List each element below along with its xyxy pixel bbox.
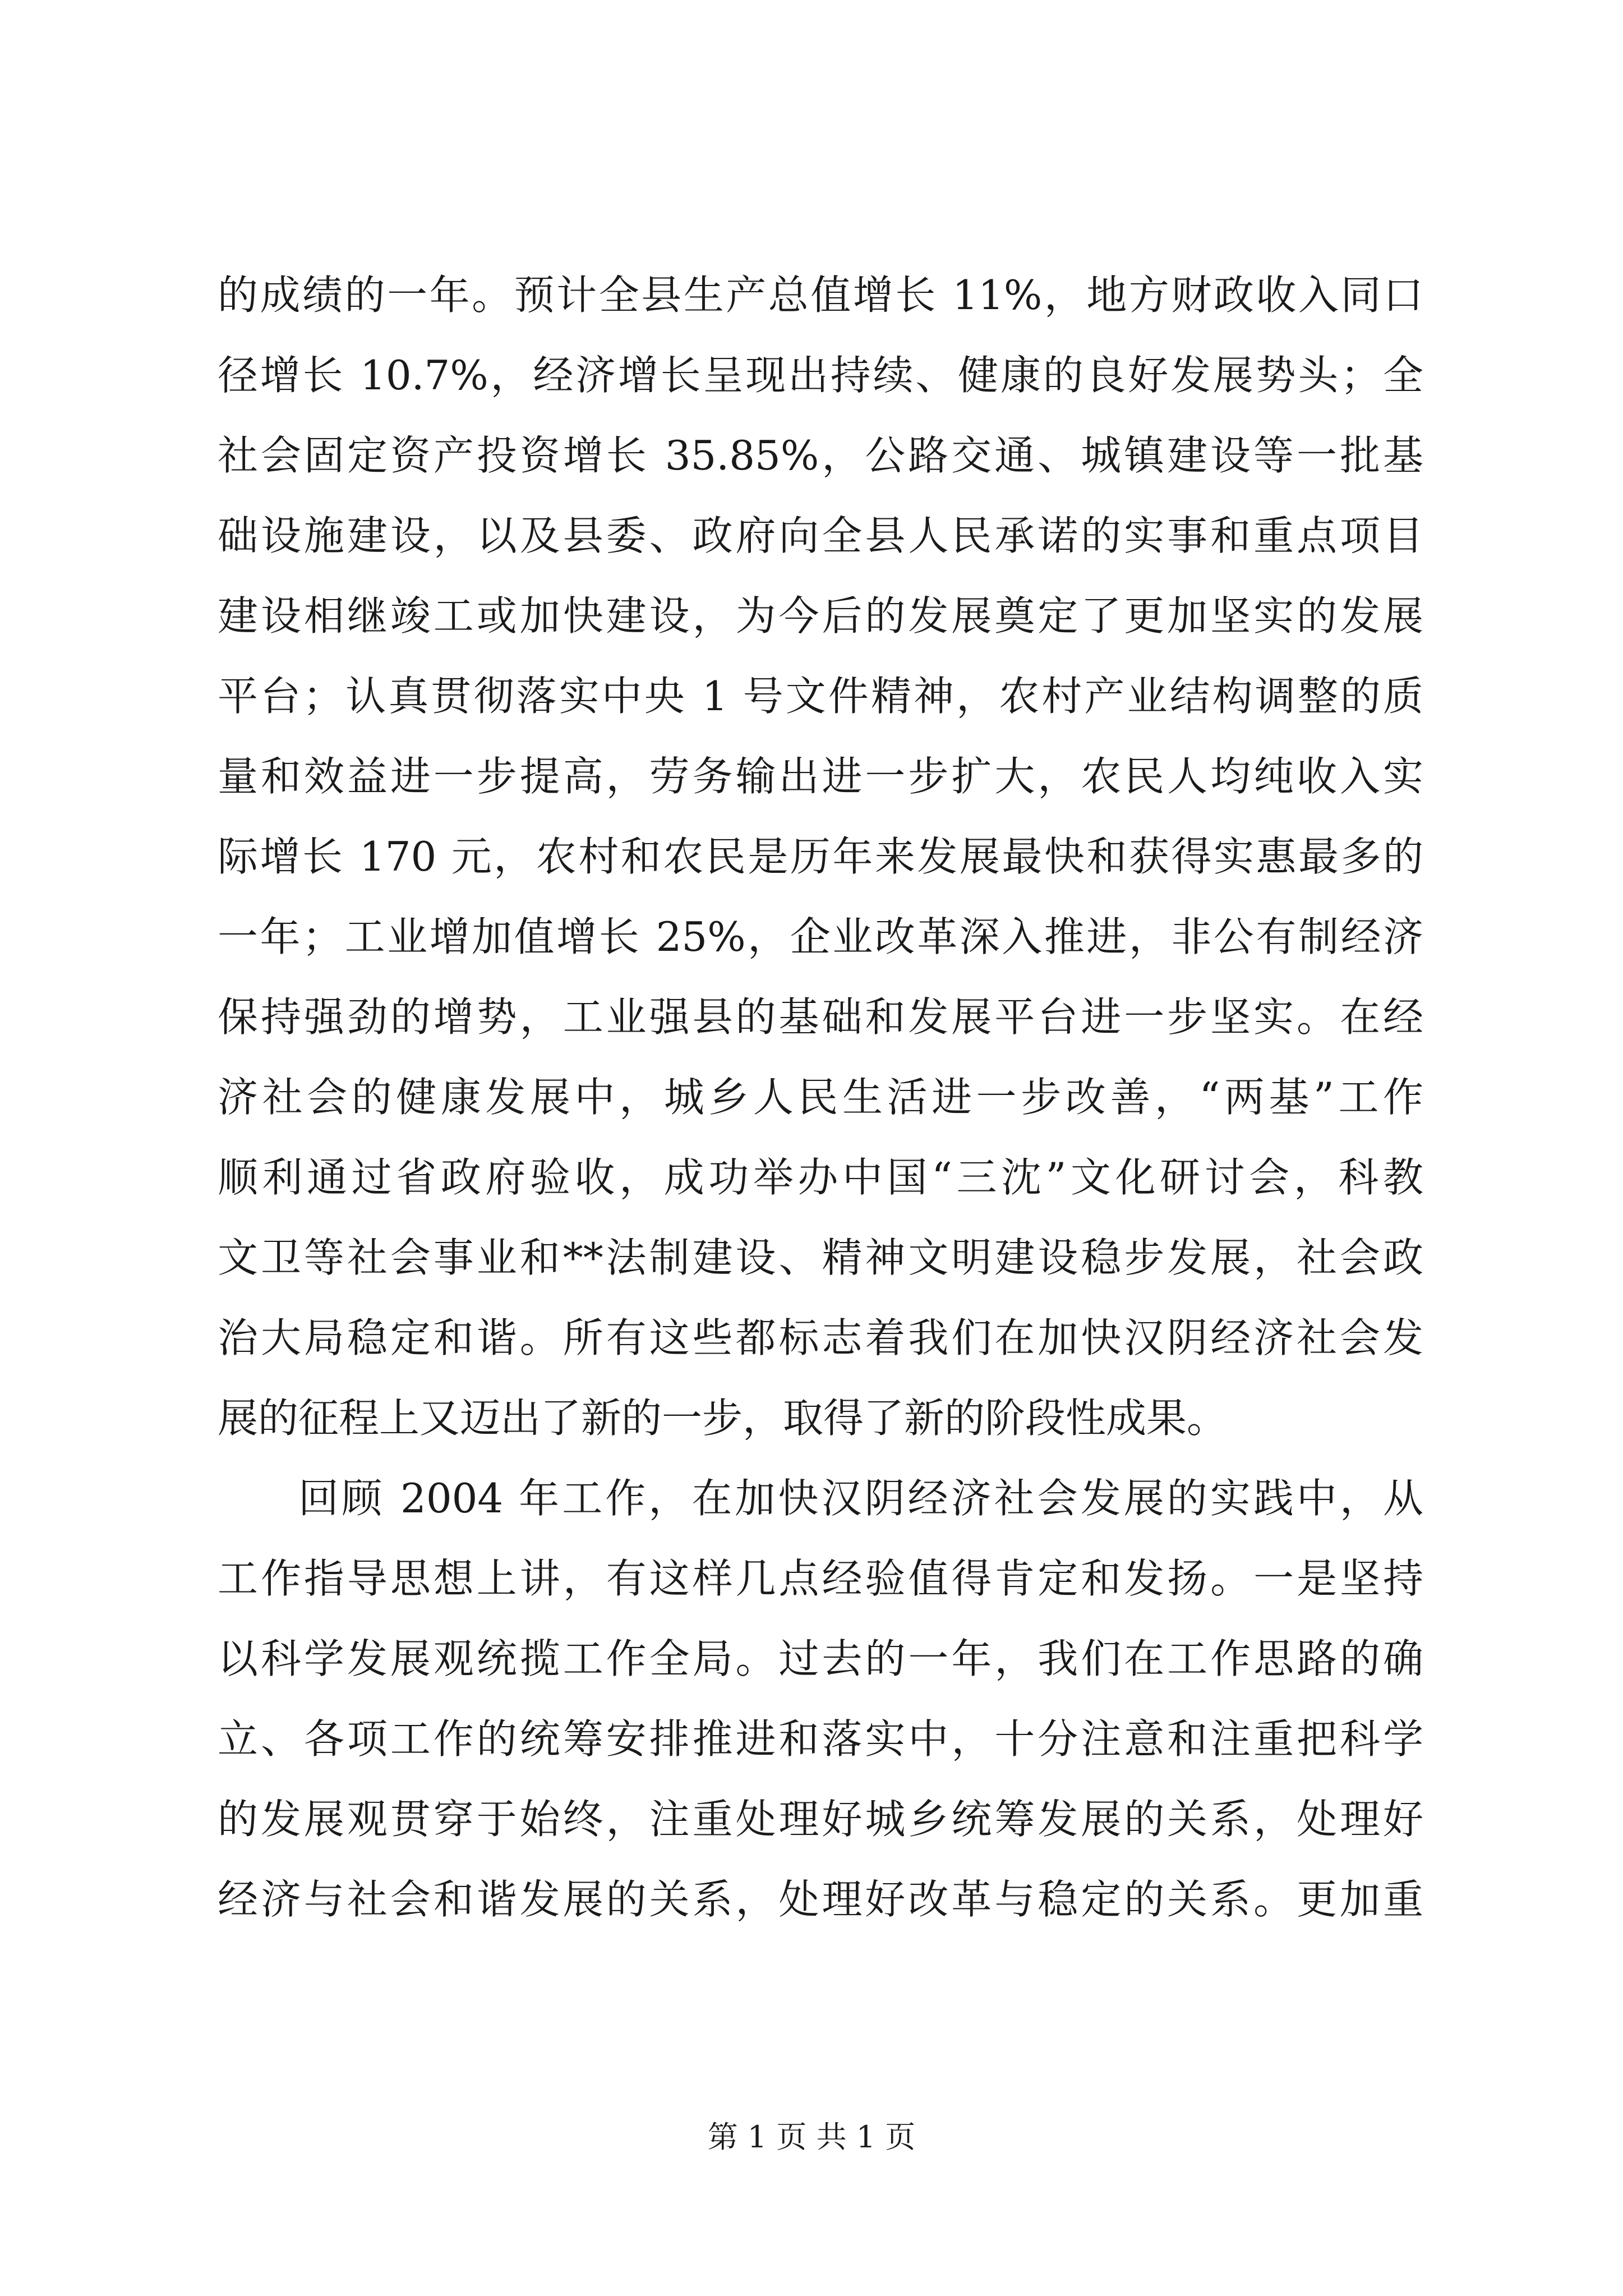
body-line: 济社会的健康发展中，城乡人民生活进一步改善，“两基”工作 (218, 1074, 1423, 1121)
body-line: 的发展观贯穿于始终，注重处理好城乡统筹发展的关系，处理好 (218, 1796, 1423, 1843)
body-line: 经济与社会和谐发展的关系，处理好改革与稳定的关系。更加重 (218, 1876, 1423, 1923)
body-line: 础设施建设，以及县委、政府向全县人民承诺的实事和重点项目 (218, 512, 1423, 559)
document-body (218, 255, 1423, 1940)
body-line: 平台；认真贯彻落实中央 1 号文件精神，农村产业结构调整的质 (218, 673, 1423, 720)
body-line: 文卫等社会事业和**法制建设、精神文明建设稳步发展，社会政 (218, 1234, 1423, 1281)
body-line: 量和效益进一步提高，劳务输出进一步扩大，农民人均纯收入实 (218, 753, 1423, 800)
page-number-label: 第 1 页 共 1 页 (707, 2119, 916, 2155)
body-line: 径增长 10.7%，经济增长呈现出持续、健康的良好发展势头；全 (218, 352, 1423, 399)
body-line: 建设相继竣工或加快建设，为今后的发展奠定了更加坚实的发展 (218, 592, 1423, 639)
body-line: 工作指导思想上讲，有这样几点经验值得肯定和发扬。一是坚持 (218, 1555, 1423, 1602)
body-line: 顺利通过省政府验收，成功举办中国“三沈”文化研讨会，科教 (218, 1154, 1423, 1201)
body-line: 社会固定资产投资增长 35.85%，公路交通、城镇建设等一批基 (218, 432, 1423, 479)
body-line: 保持强劲的增势，工业强县的基础和发展平台进一步坚实。在经 (218, 993, 1423, 1041)
body-line: 治大局稳定和谐。所有这些都标志着我们在加快汉阴经济社会发 (218, 1314, 1423, 1361)
body-line: 以科学发展观统揽工作全局。过去的一年，我们在工作思路的确 (218, 1635, 1423, 1682)
body-line: 的成绩的一年。预计全县生产总值增长 11%，地方财政收入同口 (218, 272, 1423, 319)
body-line: 一年；工业增加值增长 25%，企业改革深入推进，非公有制经济 (218, 913, 1423, 960)
body-line: 立、各项工作的统筹安排推进和落实中，十分注意和注重把科学 (218, 1715, 1423, 1763)
page-footer (0, 2118, 1623, 2157)
paragraph-last-line: 展的征程上又迈出了新的一步，取得了新的阶段性成果。 (218, 1395, 1228, 1442)
body-line: 际增长 170 元，农村和农民是历年来发展最快和获得实惠最多的 (218, 833, 1423, 880)
paragraph-first-line: 回顾 2004 年工作，在加快汉阴经济社会发展的实践中，从 (298, 1475, 1423, 1522)
